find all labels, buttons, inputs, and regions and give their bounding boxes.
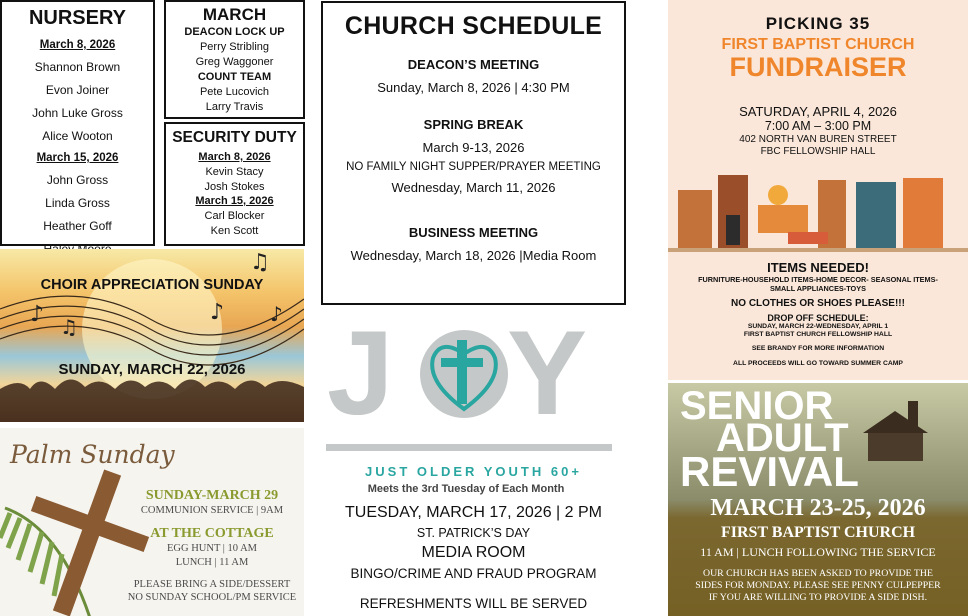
nursery-name: Heather Goff — [43, 219, 112, 233]
count-team-name: Larry Travis — [205, 101, 264, 113]
fundraiser-items: FURNITURE-HOUSEHOLD ITEMS-HOME DECOR- SEASONAL ITEMS- — [698, 275, 938, 284]
deacon-name: Perry Stribling — [199, 41, 270, 53]
nursery-title: NURSERY — [28, 7, 127, 29]
deacon-meeting-time: Sunday, March 8, 2026 | 4:30 PM — [377, 80, 570, 95]
joy-program: BINGO/CRIME AND FRAUD PROGRAM — [350, 566, 597, 581]
nursery-name: Linda Gross — [45, 196, 110, 210]
svg-text:♫: ♫ — [60, 315, 78, 339]
palm-cottage: AT THE COTTAGE — [150, 526, 274, 541]
spring-break-heading: SPRING BREAK — [423, 117, 524, 132]
svg-text:♪: ♪ — [210, 300, 225, 325]
senior-church: FIRST BAPTIST CHURCH — [720, 524, 916, 541]
security-date: March 8, 2026 — [198, 151, 271, 163]
security-name: Josh Stokes — [204, 181, 265, 193]
senior-time: 11 AM | LUNCH FOLLOWING THE SERVICE — [700, 545, 936, 559]
nursery-name: John Gross — [46, 173, 109, 187]
joy-refreshments: REFRESHMENTS WILL BE SERVED — [359, 596, 588, 611]
march-panel — [164, 0, 305, 119]
joy-meets: Meets the 3rd Tuesday of Each Month — [367, 483, 565, 495]
senior-dates: MARCH 23-25, 2026 — [710, 495, 926, 521]
senior-line: SENIOR — [680, 384, 834, 428]
choir-title: CHOIR APPRECIATION SUNDAY — [40, 277, 264, 293]
choir-music-art — [0, 249, 304, 422]
security-name: Carl Blocker — [204, 210, 265, 222]
fundraiser-picking: PICKING 35 — [765, 14, 871, 33]
garage-sale-furniture-art — [668, 160, 968, 255]
palm-sunday-title: Palm Sunday — [10, 440, 175, 469]
fundraiser-dropoff: DROP OFF SCHEDULE: — [767, 313, 869, 323]
palm-note: PLEASE BRING A SIDE/DESSERT — [133, 579, 291, 590]
senior-note: SIDES FOR MONDAY. PLEASE SEE PENNY CULPEPPER — [695, 580, 941, 591]
fundraiser-title: FUNDRAISER — [729, 52, 907, 82]
deacon-lockup-label: DEACON LOCK UP — [184, 26, 285, 38]
svg-text:♫: ♫ — [250, 250, 270, 275]
count-team-name: Pete Lucovich — [199, 86, 270, 98]
fundraiser-proceeds: ALL PROCEEDS WILL GO TOWARD SUMMER CAMP — [733, 360, 903, 367]
fundraiser-time: 7:00 AM – 3:00 PM — [764, 119, 872, 133]
fundraiser-date: SATURDAY, APRIL 4, 2026 — [739, 104, 897, 119]
fundraiser-items-heading: ITEMS NEEDED! — [767, 260, 869, 275]
palm-sunday-flyer — [0, 428, 304, 616]
palm-note: NO SUNDAY SCHOOL/PM SERVICE — [127, 592, 297, 603]
church-building-art — [858, 401, 938, 471]
nursery-date: March 15, 2026 — [36, 152, 119, 164]
choir-appreciation-flyer — [0, 249, 304, 422]
security-date: March 15, 2026 — [195, 195, 274, 207]
nursery-name: John Luke Gross — [32, 106, 123, 120]
schedule-title: CHURCH SCHEDULE — [344, 12, 603, 40]
fundraiser-contact: SEE BRANDY FOR MORE INFORMATION — [751, 345, 885, 352]
palm-date: SUNDAY-MARCH 29 — [145, 488, 279, 503]
fundraiser-address: 402 NORTH VAN BUREN STREET — [739, 134, 897, 145]
palm-lunch: LUNCH | 11 AM — [175, 557, 249, 568]
fundraiser-no-clothes: NO CLOTHES OR SHOES PLEASE!!! — [731, 298, 905, 309]
palm-communion: COMMUNION SERVICE | 9AM — [140, 505, 284, 516]
count-team-label: COUNT TEAM — [197, 71, 272, 83]
deacon-meeting-heading: DEACON’S MEETING — [407, 57, 540, 72]
senior-note: IF YOU ARE WILLING TO PROVIDE A SIDE DISH. — [708, 592, 928, 603]
heart-cross-icon — [419, 324, 509, 424]
nursery-date: March 8, 2026 — [39, 39, 116, 51]
senior-line: ADULT — [716, 416, 849, 460]
joy-room: MEDIA ROOM — [421, 544, 526, 561]
security-title: SECURITY DUTY — [172, 129, 297, 146]
joy-tagline: JUST OLDER YOUTH 60+ — [365, 464, 582, 479]
deacon-name: Greg Waggoner — [195, 56, 274, 68]
fundraiser-church: FIRST BAPTIST CHURCH — [721, 36, 915, 53]
fundraiser-flyer — [668, 0, 968, 380]
nursery-name: Alice Wooton — [42, 129, 113, 143]
business-meeting-heading: BUSINESS MEETING — [408, 225, 539, 240]
business-meeting-time: Wednesday, March 18, 2026 |Media Room — [350, 248, 597, 263]
spring-break-day: Wednesday, March 11, 2026 — [391, 180, 556, 195]
joy-theme: ST. PATRICK’S DAY — [416, 526, 531, 540]
senior-revival-flyer — [668, 383, 968, 616]
joy-divider — [326, 444, 612, 451]
security-name: Ken Scott — [210, 225, 259, 237]
joy-logo-letter: Y — [507, 306, 594, 440]
fundraiser-drop-schedule: SUNDAY, MARCH 22-WEDNESDAY, APRIL 1 — [747, 323, 889, 330]
nursery-name: Shannon Brown — [34, 60, 121, 74]
svg-text:♪: ♪ — [30, 302, 45, 327]
joy-date: TUESDAY, MARCH 17, 2026 | 2 PM — [345, 504, 602, 521]
fundraiser-drop-location: FIRST BAPTIST CHURCH FELLOWSHIP HALL — [743, 331, 893, 338]
senior-line: REVIVAL — [680, 448, 859, 495]
fundraiser-items: SMALL APPLIANCES-TOYS — [770, 284, 866, 293]
joy-logo-letter: J — [327, 306, 400, 440]
senior-note: OUR CHURCH HAS BEEN ASKED TO PROVIDE THE — [703, 568, 933, 579]
security-name: Kevin Stacy — [205, 166, 264, 178]
spring-break-note: NO FAMILY NIGHT SUPPER/PRAYER MEETING — [346, 161, 601, 173]
choir-date: SUNDAY, MARCH 22, 2026 — [58, 361, 246, 378]
joy-flyer — [321, 306, 626, 616]
svg-text:♪: ♪ — [270, 302, 283, 326]
nursery-name: Evon Joiner — [45, 83, 110, 97]
fundraiser-hall: FBC FELLOWSHIP HALL — [760, 146, 876, 157]
palm-egg-hunt: EGG HUNT | 10 AM — [167, 543, 257, 554]
march-title: MARCH — [202, 5, 267, 24]
security-panel — [164, 122, 305, 246]
nursery-panel — [0, 0, 155, 246]
church-schedule-panel — [321, 1, 626, 305]
spring-break-dates: March 9-13, 2026 — [422, 140, 525, 155]
